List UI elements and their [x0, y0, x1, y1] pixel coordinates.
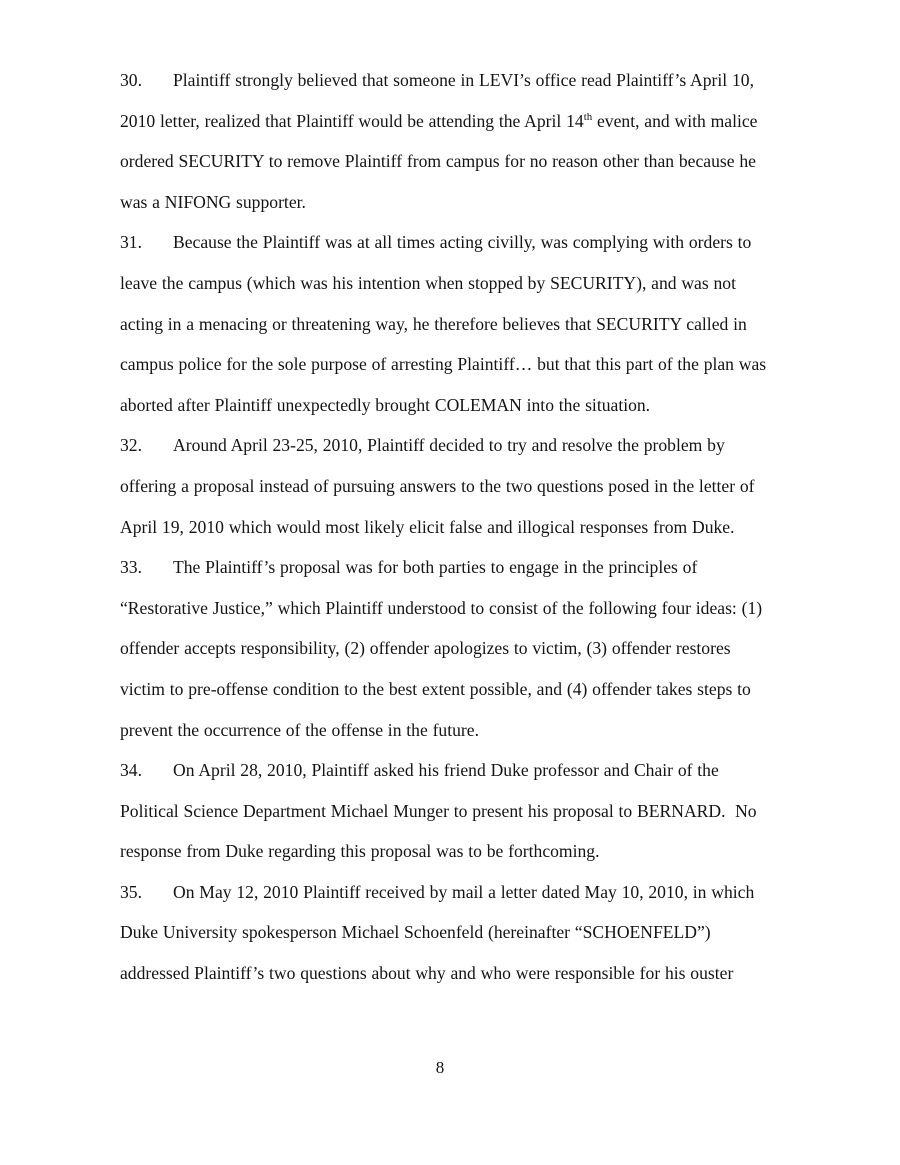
ordinal-superscript: th: [583, 110, 593, 123]
paragraph-34: [120, 750, 768, 872]
paragraph-number: 31.: [120, 232, 142, 253]
document-body: [120, 60, 768, 994]
paragraph-31: [120, 222, 768, 425]
paragraph-33: [120, 547, 768, 750]
paragraph-text: The Plaintiff’s proposal was for both parties to engage in the principles of “Restorative Justice,” which Plaintiff understood to consist of the following four ideas: (1) offender accepts responsibility, (2) offender apologizes to victim, (3) offender restores victim to pre-offense condition to the best extent possible, and (4) offender takes steps to prevent the occurrence of the offense in the future.: [120, 557, 763, 740]
page-number: 8: [435, 1058, 445, 1077]
paragraph-text: On April 28, 2010, Plaintiff asked his friend Duke professor and Chair of the Political Science Department Michael Munger to present his proposal to BERNARD. No response from Duke regarding this proposal was to be forthcoming.: [120, 760, 757, 862]
paragraph-30: [120, 60, 768, 222]
paragraph-35: [120, 872, 768, 994]
paragraph-number: 33.: [120, 557, 142, 578]
paragraph-text: On May 12, 2010 Plaintiff received by mail a letter dated May 10, 2010, in which Duke University spokesperson Michael Schoenfeld (hereinafter “SCHOENFELD”) addressed Plaintiff’s two questions about why and who were responsible for his ouster: [120, 881, 755, 984]
paragraph-text: Around April 23-25, 2010, Plaintiff decided to try and resolve the problem by offering a proposal instead of pursuing answers to the two questions posed in the letter of April 19, 2010 which would most likely elicit false and illogical responses from Duke.: [120, 435, 755, 537]
paragraph-text: Plaintiff strongly believed that someone in LEVI’s office read Plaintiff’s April 10, 2010 letter, realized that Plaintiff would be attending the April 14: [120, 70, 754, 131]
paragraph-32: [120, 425, 768, 547]
paragraph-text: Because the Plaintiff was at all times acting civilly, was complying with orders to leave the campus (which was his intention when stopped by SECURITY), and was not acting in a menacing or threatening way, he therefore believes that SECURITY called in campus police for the sole purpose of arresting Plaintiff… but that this part of the plan was aborted after Plaintiff unexpectedly brought COLEMAN into the situation.: [120, 232, 767, 415]
paragraph-text: event, and with malice ordered SECURITY to remove Plaintiff from campus for no reason other than because he was a NIFONG supporter.: [120, 110, 758, 212]
paragraph-number: 34.: [120, 760, 142, 781]
paragraph-number: 32.: [120, 435, 142, 456]
paragraph-number: 30.: [120, 70, 142, 90]
paragraph-number: 35.: [120, 881, 142, 902]
